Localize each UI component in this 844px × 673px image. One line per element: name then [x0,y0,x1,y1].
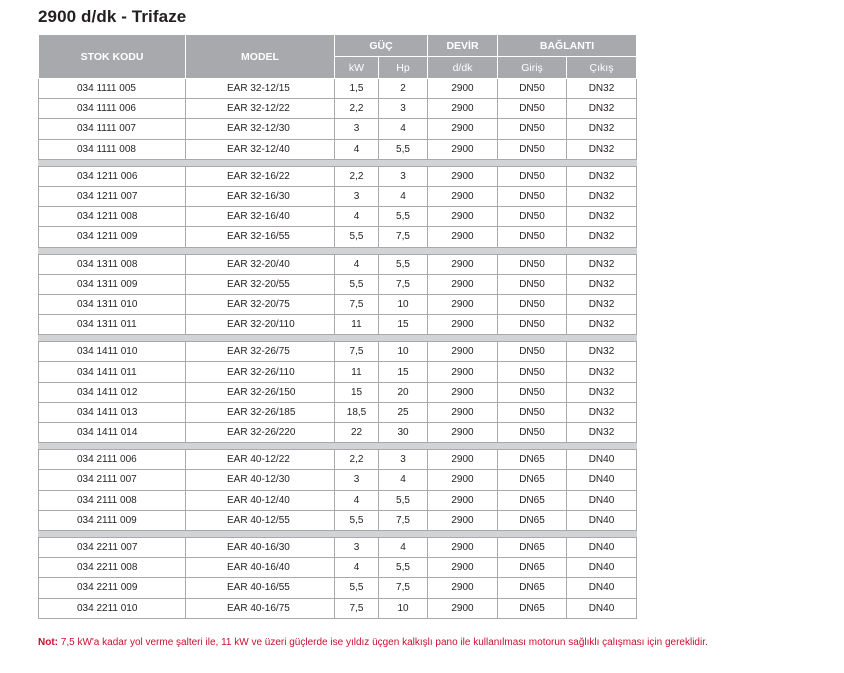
cell-hp: 7,5 [379,578,428,598]
cell-hp: 15 [379,362,428,382]
cell-kw: 4 [335,139,379,159]
cell-rpm: 2900 [428,537,498,557]
cell-model: EAR 32-26/220 [186,423,335,443]
table-row [39,342,637,362]
header-speed: DEVİR [428,35,498,57]
cell-outlet: DN32 [567,79,637,99]
cell-kw: 3 [335,537,379,557]
cell-model: EAR 40-16/30 [186,537,335,557]
cell-model: EAR 32-26/110 [186,362,335,382]
header-hp: Hp [379,57,428,79]
cell-model: EAR 32-12/40 [186,139,335,159]
cell-kw: 7,5 [335,342,379,362]
group-separator-cell [39,247,637,254]
cell-hp: 5,5 [379,139,428,159]
table-row [39,79,637,99]
cell-outlet: DN40 [567,490,637,510]
cell-rpm: 2900 [428,490,498,510]
cell-model: EAR 40-12/22 [186,450,335,470]
cell-kw: 5,5 [335,227,379,247]
cell-model: EAR 32-20/40 [186,254,335,274]
cell-hp: 5,5 [379,207,428,227]
cell-inlet: DN65 [498,510,567,530]
group-separator-cell [39,443,637,450]
cell-hp: 20 [379,382,428,402]
cell-model: EAR 32-12/15 [186,79,335,99]
cell-model: EAR 32-26/75 [186,342,335,362]
cell-rpm: 2900 [428,254,498,274]
cell-inlet: DN65 [498,490,567,510]
cell-inlet: DN50 [498,402,567,422]
cell-hp: 7,5 [379,274,428,294]
cell-rpm: 2900 [428,294,498,314]
table-row [39,423,637,443]
cell-rpm: 2900 [428,382,498,402]
cell-kw: 5,5 [335,578,379,598]
group-separator [39,247,637,254]
cell-model: EAR 32-12/22 [186,99,335,119]
cell-rpm: 2900 [428,315,498,335]
cell-rpm: 2900 [428,423,498,443]
cell-kw: 11 [335,362,379,382]
cell-rpm: 2900 [428,578,498,598]
cell-hp: 3 [379,99,428,119]
cell-stock-code: 034 2211 007 [39,537,186,557]
cell-hp: 5,5 [379,490,428,510]
cell-hp: 2 [379,79,428,99]
cell-outlet: DN32 [567,315,637,335]
cell-inlet: DN50 [498,139,567,159]
cell-model: EAR 40-16/75 [186,598,335,618]
cell-model: EAR 32-26/150 [186,382,335,402]
cell-hp: 3 [379,166,428,186]
table-row [39,166,637,186]
cell-kw: 3 [335,186,379,206]
cell-outlet: DN32 [567,99,637,119]
cell-rpm: 2900 [428,274,498,294]
table-row [39,402,637,422]
cell-stock-code: 034 1411 011 [39,362,186,382]
cell-outlet: DN32 [567,362,637,382]
group-separator [39,443,637,450]
cell-kw: 3 [335,470,379,490]
cell-stock-code: 034 1111 006 [39,99,186,119]
cell-inlet: DN50 [498,423,567,443]
table-row [39,207,637,227]
cell-rpm: 2900 [428,186,498,206]
cell-inlet: DN50 [498,294,567,314]
footnote-text: 7,5 kW'a kadar yol verme şalteri ile, 11 kW ve üzeri güçlerde ise yıldız üçgen kalkışlı pano ile kullanılması motorun sağlıklı çalışması için gereklidir. [58,637,708,648]
cell-outlet: DN32 [567,423,637,443]
cell-model: EAR 32-20/55 [186,274,335,294]
header-kw: kW [335,57,379,79]
table-row [39,470,637,490]
cell-model: EAR 40-16/55 [186,578,335,598]
header-rpm-unit: d/dk [428,57,498,79]
table-row [39,558,637,578]
cell-rpm: 2900 [428,510,498,530]
cell-hp: 7,5 [379,227,428,247]
cell-inlet: DN65 [498,450,567,470]
header-model: MODEL [186,35,335,79]
pump-spec-table [38,34,637,619]
cell-inlet: DN50 [498,254,567,274]
cell-inlet: DN65 [498,598,567,618]
cell-outlet: DN32 [567,382,637,402]
cell-outlet: DN40 [567,537,637,557]
cell-stock-code: 034 1311 011 [39,315,186,335]
cell-kw: 2,2 [335,99,379,119]
cell-model: EAR 32-20/75 [186,294,335,314]
header-stock-code: STOK KODU [39,35,186,79]
cell-stock-code: 034 1311 010 [39,294,186,314]
group-separator-cell [39,159,637,166]
footnote-label: Not: [38,637,58,648]
cell-stock-code: 034 1211 006 [39,166,186,186]
cell-outlet: DN40 [567,470,637,490]
group-separator-cell [39,530,637,537]
cell-kw: 3 [335,119,379,139]
cell-inlet: DN65 [498,578,567,598]
cell-hp: 4 [379,186,428,206]
cell-kw: 22 [335,423,379,443]
cell-hp: 4 [379,119,428,139]
cell-stock-code: 034 2111 006 [39,450,186,470]
cell-inlet: DN50 [498,207,567,227]
cell-stock-code: 034 1211 008 [39,207,186,227]
cell-inlet: DN50 [498,99,567,119]
cell-stock-code: 034 1111 008 [39,139,186,159]
cell-outlet: DN40 [567,558,637,578]
cell-stock-code: 034 1311 009 [39,274,186,294]
cell-kw: 5,5 [335,274,379,294]
table-row [39,186,637,206]
cell-inlet: DN50 [498,382,567,402]
cell-rpm: 2900 [428,119,498,139]
cell-hp: 4 [379,470,428,490]
cell-outlet: DN40 [567,578,637,598]
cell-model: EAR 32-16/55 [186,227,335,247]
cell-kw: 18,5 [335,402,379,422]
group-separator [39,335,637,342]
cell-stock-code: 034 2111 008 [39,490,186,510]
cell-stock-code: 034 1211 009 [39,227,186,247]
cell-inlet: DN50 [498,166,567,186]
header-row-main [39,35,637,57]
table-row [39,254,637,274]
cell-outlet: DN32 [567,402,637,422]
cell-kw: 2,2 [335,450,379,470]
cell-hp: 25 [379,402,428,422]
header-outlet: Çıkış [567,57,637,79]
cell-outlet: DN32 [567,342,637,362]
cell-inlet: DN50 [498,362,567,382]
cell-model: EAR 40-12/55 [186,510,335,530]
cell-outlet: DN32 [567,207,637,227]
cell-kw: 4 [335,254,379,274]
cell-rpm: 2900 [428,99,498,119]
cell-inlet: DN65 [498,537,567,557]
cell-outlet: DN32 [567,227,637,247]
cell-stock-code: 034 1111 007 [39,119,186,139]
cell-kw: 4 [335,490,379,510]
cell-model: EAR 40-16/40 [186,558,335,578]
cell-hp: 10 [379,342,428,362]
table-row [39,490,637,510]
table-row [39,578,637,598]
cell-rpm: 2900 [428,207,498,227]
cell-inlet: DN50 [498,227,567,247]
cell-model: EAR 32-16/30 [186,186,335,206]
cell-inlet: DN50 [498,342,567,362]
table-body [39,79,637,619]
cell-outlet: DN32 [567,254,637,274]
group-separator [39,159,637,166]
cell-rpm: 2900 [428,227,498,247]
cell-rpm: 2900 [428,342,498,362]
cell-stock-code: 034 2211 008 [39,558,186,578]
header-power: GÜÇ [335,35,428,57]
cell-model: EAR 32-16/22 [186,166,335,186]
cell-hp: 3 [379,450,428,470]
table-row [39,537,637,557]
table-row [39,99,637,119]
table-row [39,315,637,335]
cell-kw: 15 [335,382,379,402]
cell-stock-code: 034 1311 008 [39,254,186,274]
cell-rpm: 2900 [428,166,498,186]
cell-hp: 5,5 [379,558,428,578]
cell-outlet: DN32 [567,294,637,314]
cell-outlet: DN32 [567,274,637,294]
cell-outlet: DN40 [567,598,637,618]
cell-model: EAR 32-20/110 [186,315,335,335]
cell-inlet: DN50 [498,315,567,335]
cell-rpm: 2900 [428,450,498,470]
cell-rpm: 2900 [428,558,498,578]
cell-stock-code: 034 1411 012 [39,382,186,402]
cell-kw: 4 [335,207,379,227]
table-row [39,362,637,382]
cell-inlet: DN65 [498,558,567,578]
cell-model: EAR 40-12/40 [186,490,335,510]
cell-hp: 10 [379,598,428,618]
cell-model: EAR 32-16/40 [186,207,335,227]
table-row [39,274,637,294]
cell-hp: 15 [379,315,428,335]
cell-stock-code: 034 2211 009 [39,578,186,598]
cell-rpm: 2900 [428,598,498,618]
table-row [39,382,637,402]
cell-inlet: DN50 [498,119,567,139]
cell-inlet: DN50 [498,79,567,99]
cell-model: EAR 40-12/30 [186,470,335,490]
cell-stock-code: 034 1411 013 [39,402,186,422]
cell-stock-code: 034 1411 014 [39,423,186,443]
cell-kw: 2,2 [335,166,379,186]
cell-model: EAR 32-12/30 [186,119,335,139]
header-connection: BAĞLANTI [498,35,637,57]
table-row [39,510,637,530]
cell-hp: 30 [379,423,428,443]
table-row [39,139,637,159]
cell-kw: 7,5 [335,294,379,314]
cell-outlet: DN40 [567,450,637,470]
page-title: 2900 d/dk - Trifaze [38,7,187,26]
header-inlet: Giriş [498,57,567,79]
cell-rpm: 2900 [428,139,498,159]
group-separator-cell [39,335,637,342]
cell-hp: 4 [379,537,428,557]
table-row [39,294,637,314]
cell-hp: 5,5 [379,254,428,274]
footnote [38,637,708,648]
cell-hp: 7,5 [379,510,428,530]
cell-rpm: 2900 [428,362,498,382]
cell-stock-code: 034 1111 005 [39,79,186,99]
cell-outlet: DN32 [567,186,637,206]
cell-inlet: DN65 [498,470,567,490]
table-row [39,119,637,139]
cell-kw: 7,5 [335,598,379,618]
cell-outlet: DN32 [567,166,637,186]
group-separator [39,530,637,537]
table-row [39,450,637,470]
cell-hp: 10 [379,294,428,314]
cell-stock-code: 034 1411 010 [39,342,186,362]
cell-stock-code: 034 2211 010 [39,598,186,618]
cell-inlet: DN50 [498,186,567,206]
table-row [39,227,637,247]
cell-rpm: 2900 [428,79,498,99]
cell-model: EAR 32-26/185 [186,402,335,422]
cell-stock-code: 034 2111 007 [39,470,186,490]
cell-stock-code: 034 2111 009 [39,510,186,530]
cell-kw: 11 [335,315,379,335]
cell-stock-code: 034 1211 007 [39,186,186,206]
cell-kw: 5,5 [335,510,379,530]
cell-outlet: DN32 [567,119,637,139]
cell-outlet: DN32 [567,139,637,159]
cell-kw: 4 [335,558,379,578]
table-row [39,598,637,618]
cell-rpm: 2900 [428,470,498,490]
cell-inlet: DN50 [498,274,567,294]
cell-outlet: DN40 [567,510,637,530]
cell-kw: 1,5 [335,79,379,99]
cell-rpm: 2900 [428,402,498,422]
